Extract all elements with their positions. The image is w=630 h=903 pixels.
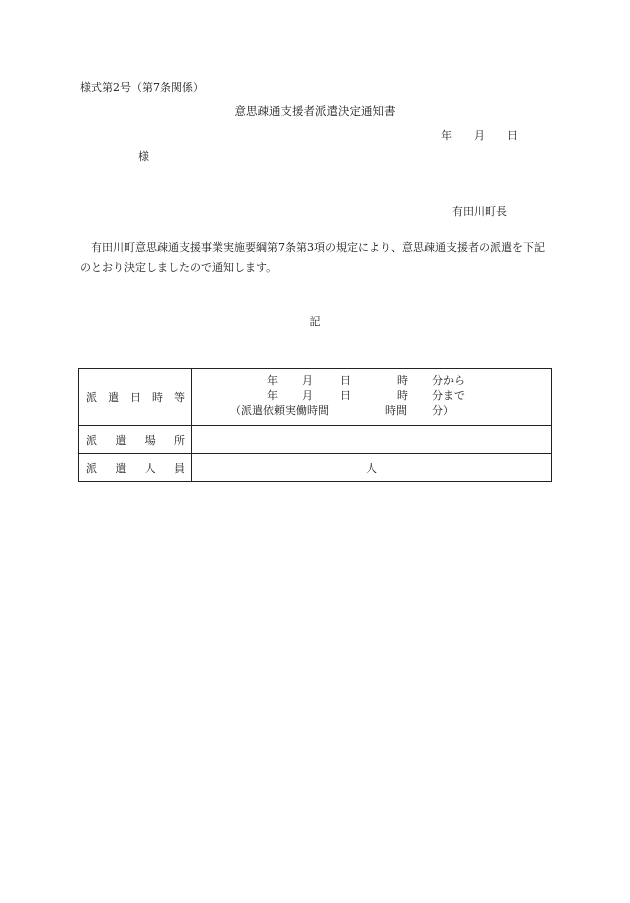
document-title: 意思疎通支援者派遣決定通知書 [234, 104, 396, 118]
from-minute: 分から [432, 374, 465, 387]
dispatch-personnel-cell [192, 454, 552, 482]
actual-hours-open: （派遣依頼実働時間 [230, 404, 329, 417]
personnel-unit: 人 [366, 461, 377, 475]
label-dispatch-location: 派遣場所 [79, 426, 192, 454]
table-row-personnel [79, 454, 552, 482]
ki-heading: 記 [309, 315, 321, 328]
body-text-content: 有田川町意思疎通支援事業実施要綱第7条第3項の規定により、意思疎通支援者の派遣を下記のとおり決定しましたので通知します。 [80, 241, 545, 274]
to-hour: 時 [397, 389, 408, 402]
actual-hours-unit: 時間 [385, 404, 407, 417]
label-dispatch-datetime: 派遣日時等 [79, 369, 192, 426]
body-text [80, 238, 552, 278]
addressee [80, 150, 149, 164]
date-month-label: 月 [474, 129, 485, 142]
from-year: 年 [267, 374, 278, 387]
issuer-name: 有田川町長 [452, 205, 507, 218]
to-day: 日 [340, 389, 351, 402]
from-day: 日 [340, 374, 351, 387]
form-number: 様式第2号（第7条関係） [80, 81, 204, 94]
from-hour: 時 [397, 374, 408, 387]
dispatch-detail-table [78, 368, 552, 482]
dispatch-datetime-cell [192, 369, 552, 426]
dispatch-location-cell [192, 426, 552, 454]
to-minute: 分まで [432, 389, 465, 402]
date-year-label: 年 [441, 129, 452, 142]
table-row-datetime [79, 369, 552, 426]
table-row-location [79, 426, 552, 454]
issue-date [441, 129, 518, 143]
addressee-suffix: 様 [138, 150, 149, 163]
from-month: 月 [302, 374, 313, 387]
actual-minutes-unit: 分） [432, 404, 454, 417]
label-dispatch-personnel: 派遣人員 [79, 454, 192, 482]
to-month: 月 [302, 389, 313, 402]
to-year: 年 [267, 389, 278, 402]
date-day-label: 日 [507, 129, 518, 142]
